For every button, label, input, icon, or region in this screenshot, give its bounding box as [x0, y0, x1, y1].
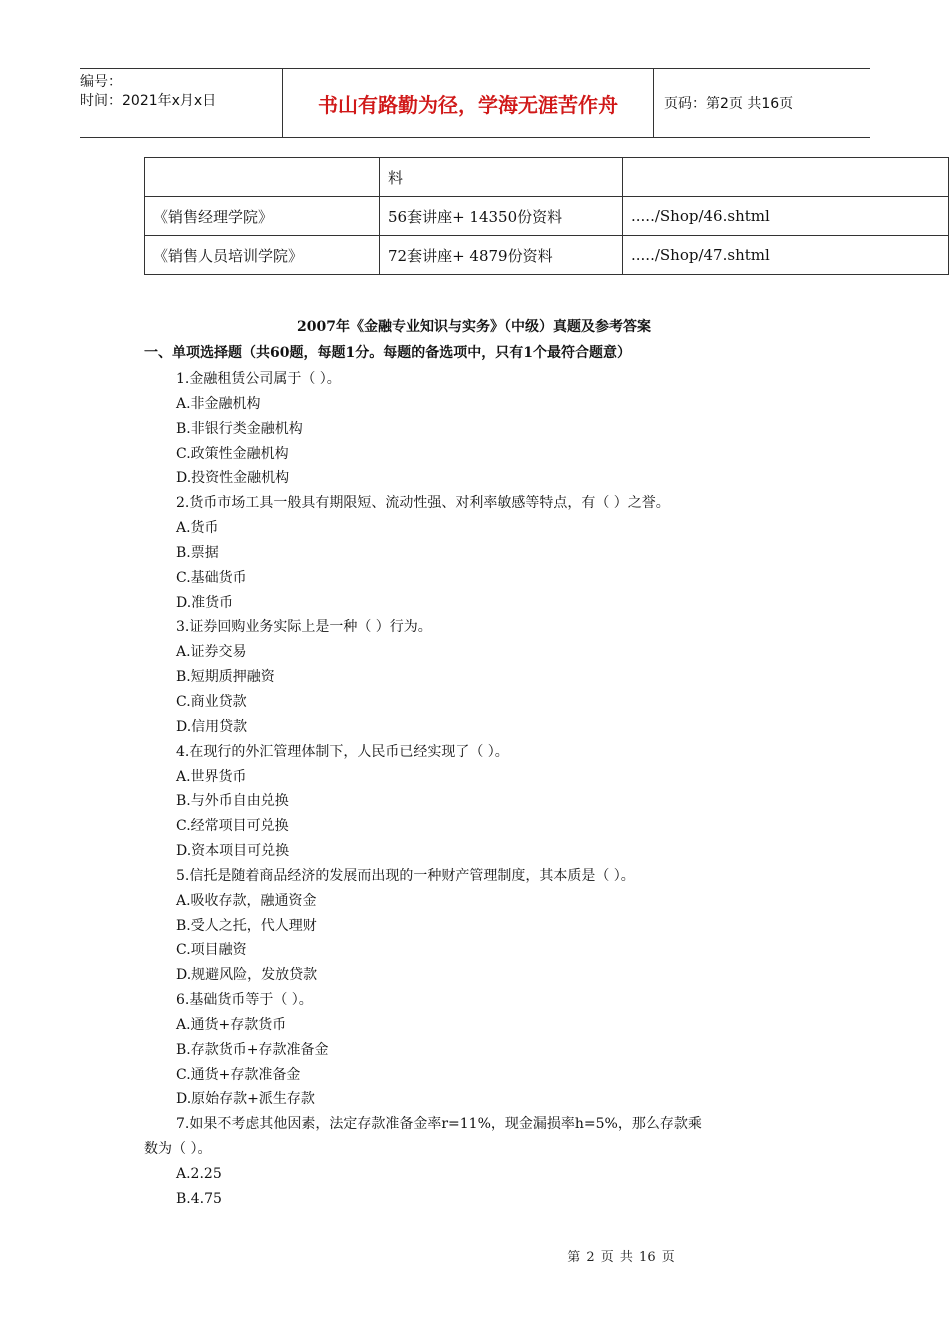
page-header: [80, 68, 870, 138]
document-time-label: 时间：2021年x月x日: [80, 93, 217, 109]
table-row: [145, 197, 949, 236]
answer-option: D.资本项目可兑换: [176, 843, 290, 860]
document-number-label: 编号：: [80, 74, 122, 90]
table-row: [145, 158, 949, 197]
table-row: [145, 236, 949, 275]
resource-content-cell: 56套讲座+ 14350份资料: [380, 197, 623, 236]
question-text: 6.基础货币等于（ ）。: [176, 992, 313, 1009]
question-text: 7.如果不考虑其他因素，法定存款准备金率r=11%，现金漏损率h=5%，那么存款乘: [176, 1116, 702, 1133]
answer-option: A.证券交易: [176, 644, 247, 661]
answer-option: C.基础货币: [176, 569, 247, 586]
resource-link-cell[interactable]: ...../Shop/47.shtml: [623, 236, 949, 275]
resource-content-cell: 料: [380, 158, 623, 197]
header-motto: 书山有路勤为径，学海无涯苦作舟: [282, 69, 654, 137]
answer-option: C.通货+存款准备金: [176, 1066, 301, 1083]
answer-option: A.货币: [176, 520, 219, 537]
answer-option: D.原始存款+派生存款: [176, 1091, 315, 1108]
resource-name-cell: 《销售人员培训学院》: [145, 236, 380, 275]
answer-option: B.短期质押融资: [176, 669, 275, 686]
answer-option: C.经常项目可兑换: [176, 818, 289, 835]
answer-option: A.通货+存款货币: [176, 1016, 287, 1033]
answer-option: D.信用贷款: [176, 718, 248, 735]
answer-option: D.准货币: [176, 594, 234, 611]
answer-option: B.4.75: [176, 1190, 222, 1207]
question-text: 3.证券回购业务实际上是一种（ ）行为。: [176, 619, 432, 636]
answer-option: D.投资性金融机构: [176, 470, 290, 487]
question-text-continuation: 数为（ ）。: [144, 1141, 212, 1158]
page-footer: 第 2 页 共 16 页: [567, 1250, 675, 1265]
question-text: 1.金融租赁公司属于（ ）。: [176, 371, 341, 387]
question-text: 2.货币市场工具一般具有期限短、流动性强、对利率敏感等特点，有（ ）之誉。: [176, 495, 670, 512]
header-meta: [80, 69, 282, 137]
answer-option: A.吸收存款，融通资金: [176, 892, 317, 909]
header-page-info: 页码：第2页 共16页: [664, 96, 794, 112]
resource-content-cell: 72套讲座+ 4879份资料: [380, 236, 623, 275]
document-title: 2007年《金融专业知识与实务》（中级）真题及参考答案: [297, 319, 651, 335]
question-list: [144, 367, 816, 1212]
answer-option: D.规避风险，发放贷款: [176, 967, 318, 984]
resource-link-cell[interactable]: [623, 158, 949, 197]
answer-option: C.项目融资: [176, 942, 247, 959]
answer-option: A.2.25: [176, 1166, 222, 1182]
answer-option: B.非银行类金融机构: [176, 420, 303, 437]
answer-option: A.世界货币: [176, 768, 247, 785]
answer-option: C.政策性金融机构: [176, 445, 289, 462]
answer-option: B.受人之托，代人理财: [176, 917, 317, 934]
resource-name-cell: [145, 158, 380, 197]
resource-name-cell: 《销售经理学院》: [145, 197, 380, 236]
section-heading: 一、单项选择题（共60题，每题1分。每题的备选项中，只有1个最符合题意）: [144, 345, 631, 361]
resource-link-cell[interactable]: ...../Shop/46.shtml: [623, 197, 949, 236]
answer-option: C.商业贷款: [176, 693, 247, 710]
resource-table: [144, 157, 949, 275]
answer-option: B.与外币自由兑换: [176, 793, 289, 810]
answer-option: A.非金融机构: [176, 395, 261, 412]
question-text: 5.信托是随着商品经济的发展而出现的一种财产管理制度，其本质是（ ）。: [176, 867, 635, 884]
answer-option: B.票据: [176, 544, 219, 561]
question-text: 4.在现行的外汇管理体制下，人民币已经实现了（ ）。: [176, 743, 509, 760]
answer-option: B.存款货币+存款准备金: [176, 1041, 329, 1058]
